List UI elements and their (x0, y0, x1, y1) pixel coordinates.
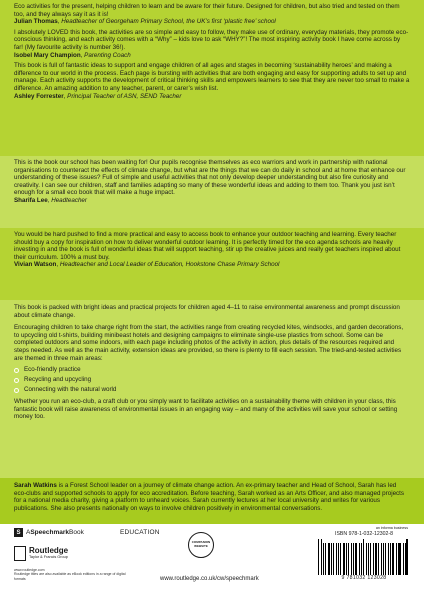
endorsement-section (0, 228, 424, 300)
bullet-icon (14, 368, 19, 373)
routledge-logo-icon (14, 546, 26, 561)
endorsement-attribution: Julian Thomas, Headteacher of Georgeham Primary School, the UK’s first ‘plastic free’ school (14, 18, 276, 26)
imprint-name: Speechmark (30, 529, 70, 536)
endorsement-quote: This book is full of fantastic ideas to support and engage children of all ages and stages in becoming ‘sustainability heroes’ and making a difference to our world in the process. Each page is bursting with activities that are both engaging and easy for supporting adults to set up and manage. Each activity supports the development of critical thinking skills and empowers learners to see that they are never too small to make a difference. An amazing addition to any teacher, parent, or carer’s wish list. (14, 62, 410, 92)
description-closing: Whether you run an eco-club, a craft club or you simply want to facilitate activities on a sustainability theme with children in your class, this fantastic book will raise awareness of environmental issues in an engaging way – and many of the activities will save your school or setting money too. (14, 398, 398, 421)
endorser-role: Headteacher (51, 196, 87, 204)
endorser-name: Vivian Watson (14, 261, 57, 269)
isbn: ISBN 978-1-032-12302-8 (335, 531, 393, 537)
ebook-note: Routledge titles are also available as eBook editions in a range of digital formats (14, 572, 126, 581)
endorsement-section (0, 156, 424, 228)
endorser-role: Headteacher of Georgeham Primary School, the UK’s first ‘plastic free’ school (61, 18, 276, 26)
barcode-number: 9 781032 123028 (341, 575, 387, 581)
author-bio (0, 478, 424, 524)
endorser-name: Sharifa Lee (14, 196, 48, 204)
endorsement-attribution: Isobel Mary Champion, Parenting Coach (14, 51, 131, 59)
informa-tagline: an informa business (375, 526, 408, 530)
theme-list (14, 365, 410, 395)
endorsement-quote: You would be hard pushed to find a more practical and easy to access book to enhance your outdoor teaching and learning. Every teacher should buy a copy for inspiration on how to deliver wonderful outdoor learning. It is perfectly timed for the eco agenda schools are heavily investing in and the book is full of wonderful ideas that will support teaching, stir up the creative juices and really get teachers inspired about their curriculum. 100% a must buy. (14, 231, 401, 261)
theme-item (14, 375, 410, 385)
imprint-suffix: Book (69, 529, 84, 536)
author-bio-body: is a Forest School leader on a journey of climate change action. An ex-primary teacher and Head of School, Sarah has led eco-clubs and supported schools to apply for eco accreditation. Before teaching, Sarah worked as an Arts Officer, and also managed projects for a national media charity, giving a platform to unheard voices. Sarah currently lectures at her local university and writes for various publications. She also presents nationally on ways to involve children positively in environmental conversations. (14, 482, 405, 512)
companion-website-link[interactable]: www.routledge.co.uk/cw/speechmark (160, 576, 259, 582)
theme-label: Eco-friendly practice (24, 366, 81, 374)
endorsement-quote: This is the book our school has been waiting for! Our pupils recognise themselves as eco warriors and work in partnership with national organisations to counteract the effects of climate change, but what are the things that we can do daily in school and at home that enhance our understanding of these issues? Full of simple and useful activities that not only develop deeper understanding but also fire curiosity and creativity. I can see our children, staff and families adapting so many of these wonderful ideas and adding to them too. Thank you just isn’t enough for a small eco book that will make a huge impact. (14, 159, 406, 197)
companion-website-badge: COMPANION WEBSITE (188, 532, 214, 558)
book-description (0, 300, 424, 478)
endorser-name: Isobel Mary Champion (14, 51, 81, 59)
endorser-name: Julian Thomas (14, 18, 58, 26)
publisher-contact (14, 568, 134, 581)
imprint-prefix: A (26, 529, 31, 536)
speechmark-logo-icon: S (14, 528, 23, 537)
publisher-url: www.routledge.com (14, 568, 45, 572)
endorser-role: Headteacher and Local Leader of Education, Hookstone Chase Primary School (59, 261, 280, 269)
theme-item (14, 365, 410, 375)
bullet-icon (14, 388, 19, 393)
barcode-icon (318, 539, 410, 575)
publisher-logo (14, 546, 68, 561)
barcode-block (318, 531, 410, 581)
endorsement-quote: I absolutely LOVED this book, the activities are so simple and easy to follow, they make use of ordinary, everyday materials, they promote eco-conscious thinking, and each activity comes with a “Why” – kids love to ask “WHY?”! The most inspiring activity book I have come across by far! (My favourite activity is number 36!). (14, 28, 409, 51)
endorser-name: Ashley Forrester (14, 92, 64, 100)
theme-label: Recycling and upcycling (24, 376, 92, 384)
endorsement-attribution: Sharifa Lee, Headteacher (14, 196, 87, 204)
publisher-name: Routledge (29, 546, 69, 555)
publisher-subtitle: Taylor & Francis Group (29, 555, 68, 559)
theme-label: Connecting with the natural world (24, 386, 117, 394)
bullet-icon (14, 378, 19, 383)
imprint-brand (14, 528, 84, 537)
theme-item (14, 385, 410, 395)
description-intro: This book is packed with bright ideas and practical projects for children aged 4–11 to raise environmental awareness and prompt discussion about climate change. (14, 304, 400, 319)
endorsements-section-top (0, 0, 424, 156)
author-name: Sarah Watkins (14, 482, 57, 489)
author-bio-text (14, 482, 410, 512)
endorser-role: Parenting Coach (84, 51, 131, 59)
endorsement-quote: Eco activities for the present, helping children to learn and be aware for their future. Designed for children, but also tried and tested on them too, and they always say it as it is! (14, 3, 400, 18)
description-body: Encouraging children to take charge right from the start, the activities range from creating recycled kites, windsocks, and garden decorations, to upcycling old t-shirts, building minibeast hotels and designing campaigns to eliminate single-use plastics from school. Some can be completed outdoors and some indoors, with each page including photos of the activity in action, plus details of the resources required and steps needed. As well as the main activity, extension ideas are provided, so there is plenty to fill each session. The tried-and-tested activities are themed in three main areas: (14, 324, 404, 362)
endorsement-attribution: Vivian Watson, Headteacher and Local Leader of Education, Hookstone Chase Primary School (14, 261, 280, 269)
subject-category: EDUCATION (120, 529, 160, 536)
back-cover-footer (0, 524, 424, 600)
endorsement-attribution: Ashley Forrester, Principal Teacher of ASN, SEND Teacher (14, 92, 182, 100)
endorser-role: Principal Teacher of ASN, SEND Teacher (67, 92, 182, 100)
